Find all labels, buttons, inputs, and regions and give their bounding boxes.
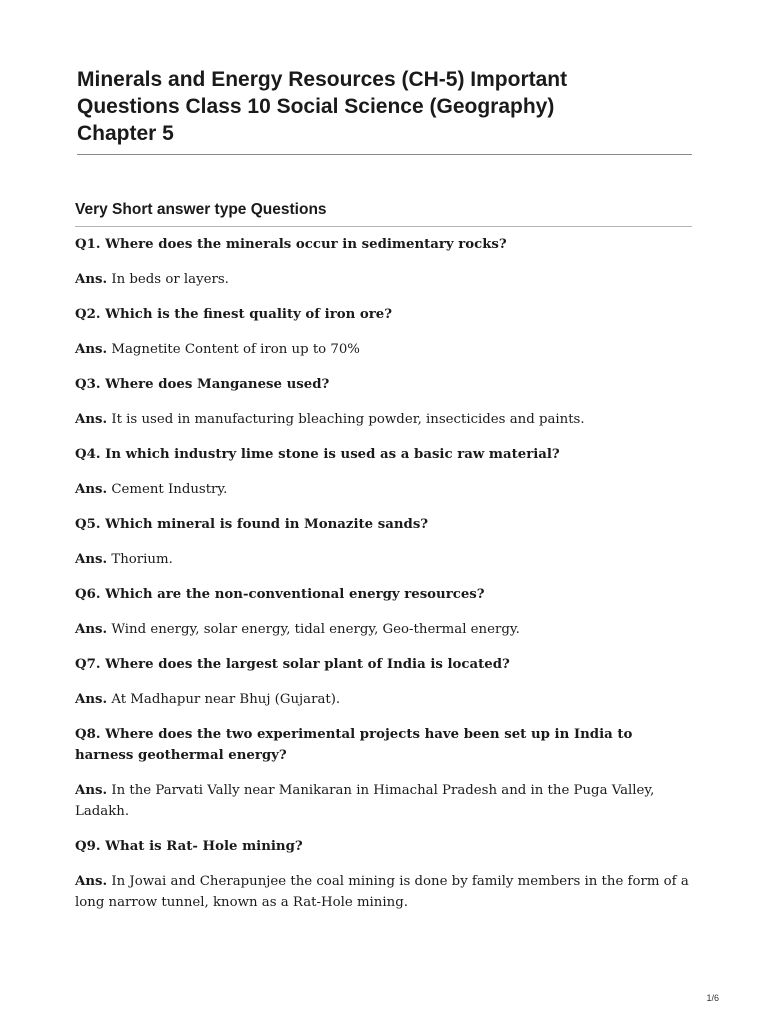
answer-3 xyxy=(75,409,692,430)
answer-label: Ans. xyxy=(75,692,108,707)
answer-text: Magnetite Content of iron up to 70% xyxy=(111,342,360,357)
title-line-2: Questions Class 10 Social Science (Geography) xyxy=(77,95,555,118)
answer-text: In the Parvati Vally near Manikaran in Himachal Pradesh and in the Puga Valley, Ladakh. xyxy=(75,783,655,819)
answer-label: Ans. xyxy=(75,622,108,637)
question-2: Q2. Which is the finest quality of iron ore? xyxy=(75,307,393,322)
answer-label: Ans. xyxy=(75,412,108,427)
answer-text: In beds or layers. xyxy=(111,272,229,287)
answer-label: Ans. xyxy=(75,342,108,357)
answer-text: It is used in manufacturing bleaching powder, insecticides and paints. xyxy=(111,412,585,427)
answer-2 xyxy=(75,339,692,360)
answer-text: Wind energy, solar energy, tidal energy, Geo-thermal energy. xyxy=(111,622,520,637)
answer-label: Ans. xyxy=(75,874,108,889)
title-line-1: Minerals and Energy Resources (CH-5) Important xyxy=(77,68,568,91)
answer-label: Ans. xyxy=(75,783,108,798)
page-title xyxy=(77,66,692,147)
question-6: Q6. Which are the non-conventional energy resources? xyxy=(75,587,485,602)
answer-text: Thorium. xyxy=(111,552,173,567)
answer-text: In Jowai and Cherapunjee the coal mining is done by family members in the form of a long narrow tunnel, known as a Rat-Hole mining. xyxy=(75,874,689,910)
question-3: Q3. Where does Manganese used? xyxy=(75,377,330,392)
answer-8 xyxy=(75,780,692,822)
page-number: 1/6 xyxy=(706,993,719,1003)
title-line-3: Chapter 5 xyxy=(77,122,174,145)
answer-1 xyxy=(75,269,692,290)
answer-5 xyxy=(75,549,692,570)
title-divider xyxy=(77,154,692,155)
question-5: Q5. Which mineral is found in Monazite sands? xyxy=(75,517,429,532)
qa-list xyxy=(75,234,692,913)
question-1: Q1. Where does the minerals occur in sedimentary rocks? xyxy=(75,237,507,252)
answer-label: Ans. xyxy=(75,272,108,287)
answer-text: Cement Industry. xyxy=(111,482,228,497)
question-7: Q7. Where does the largest solar plant of India is located? xyxy=(75,657,510,672)
section-divider xyxy=(75,226,692,227)
answer-label: Ans. xyxy=(75,552,108,567)
answer-4 xyxy=(75,479,692,500)
answer-9 xyxy=(75,871,692,913)
answer-7 xyxy=(75,689,692,710)
question-4: Q4. In which industry lime stone is used as a basic raw material? xyxy=(75,447,560,462)
answer-text: At Madhapur near Bhuj (Gujarat). xyxy=(111,692,341,707)
document-page xyxy=(77,66,692,927)
answer-6 xyxy=(75,619,692,640)
question-8: Q8. Where does the two experimental projects have been set up in India to harness geothermal energy? xyxy=(75,727,633,763)
section-heading: Very Short answer type Questions xyxy=(75,201,327,218)
answer-label: Ans. xyxy=(75,482,108,497)
question-9: Q9. What is Rat- Hole mining? xyxy=(75,839,303,854)
